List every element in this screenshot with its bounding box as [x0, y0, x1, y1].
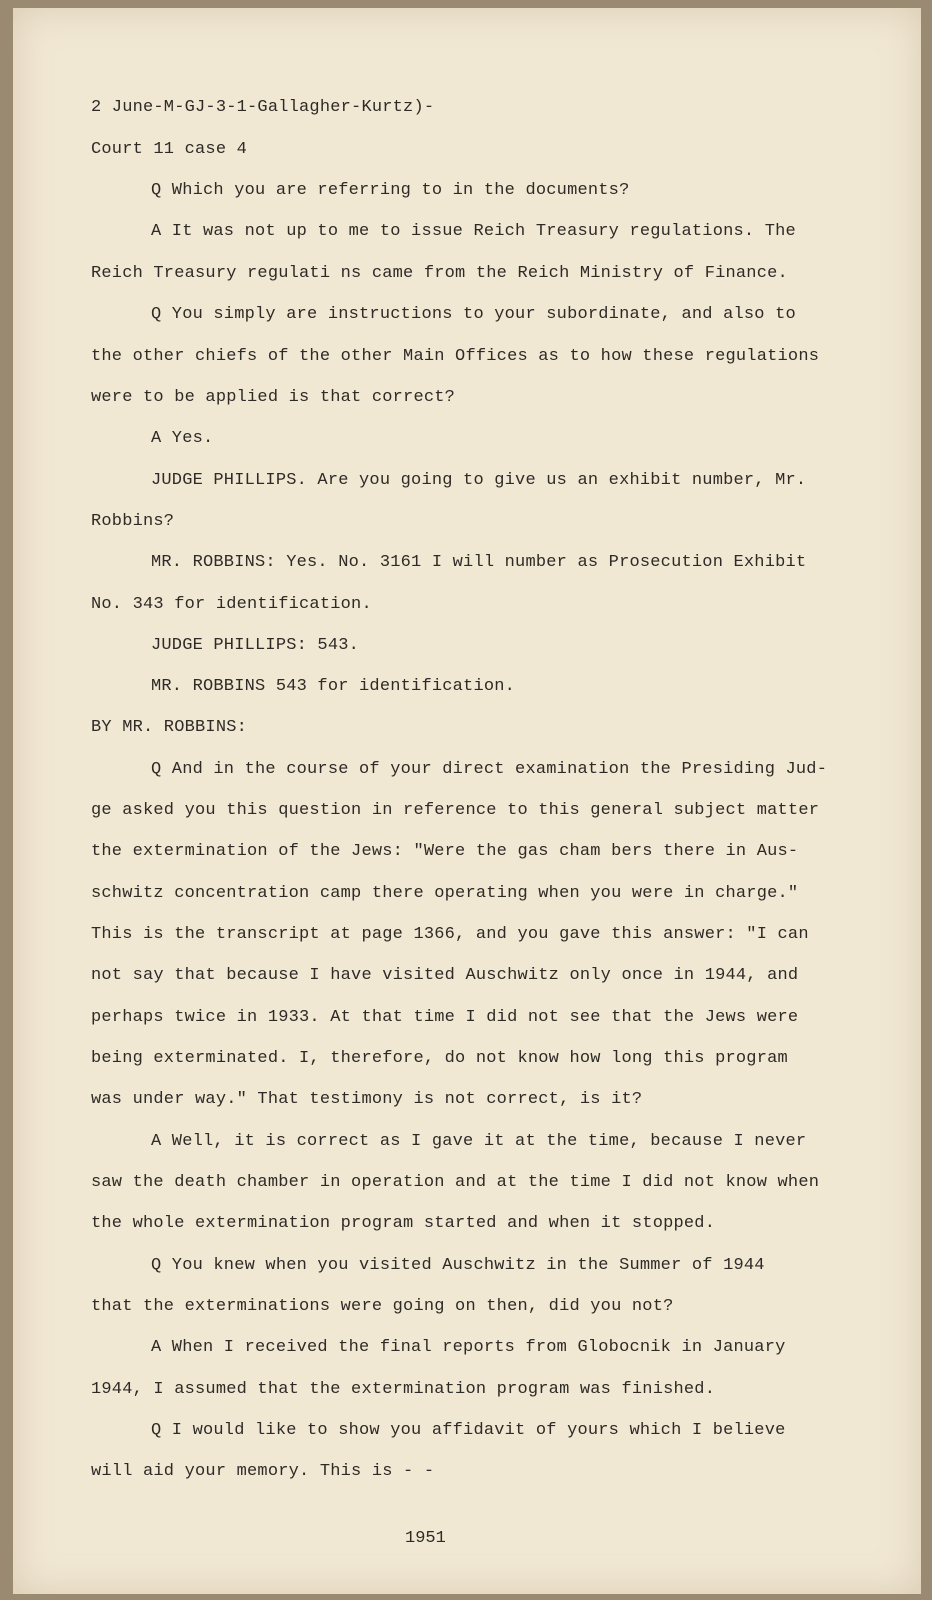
text-line: This is the transcript at page 1366, and you gave this answer: "I can	[91, 925, 809, 944]
text-line: 1944, I assumed that the extermination program was finished.	[91, 1380, 716, 1399]
text-line: A Yes.	[151, 429, 214, 448]
text-line: A Well, it is correct as I gave it at the time, because I never	[151, 1132, 807, 1151]
text-line: JUDGE PHILLIPS. Are you going to give us an exhibit number, Mr.	[151, 471, 807, 490]
text-line: A It was not up to me to issue Reich Treasury regulations. The	[151, 222, 796, 241]
text-line: MR. ROBBINS: Yes. No. 3161 I will number as Prosecution Exhibit	[151, 553, 807, 572]
text-line: Q Which you are referring to in the documents?	[151, 181, 630, 200]
text-line: being exterminated. I, therefore, do not know how long this program	[91, 1049, 788, 1068]
text-line: Robbins?	[91, 512, 175, 531]
text-line: A When I received the final reports from Globocnik in January	[151, 1338, 786, 1357]
header-line-1: 2 June-M-GJ-3-1-Gallagher-Kurtz)-	[91, 98, 435, 117]
page-number: 1951	[405, 1529, 446, 1548]
text-line: BY MR. ROBBINS:	[91, 718, 248, 737]
document-page	[13, 8, 921, 1594]
text-line: Q And in the course of your direct examination the Presiding Jud-	[151, 760, 828, 779]
text-line: ge asked you this question in reference to this general subject matter	[91, 801, 820, 820]
header-line-2: Court 11 case 4	[91, 140, 248, 159]
text-line: that the exterminations were going on then, did you not?	[91, 1297, 674, 1316]
text-line: schwitz concentration camp there operating when you were in charge."	[91, 884, 799, 903]
text-line: No. 343 for identification.	[91, 595, 372, 614]
text-line: Q I would like to show you affidavit of yours which I believe	[151, 1421, 786, 1440]
text-line: the extermination of the Jews: "Were the gas cham bers there in Aus-	[91, 842, 799, 861]
text-line: Reich Treasury regulati ns came from the Reich Ministry of Finance.	[91, 264, 788, 283]
text-line: Q You simply are instructions to your subordinate, and also to	[151, 305, 796, 324]
text-line: not say that because I have visited Auschwitz only once in 1944, and	[91, 966, 799, 985]
text-line: will aid your memory. This is - -	[91, 1462, 435, 1481]
text-line: MR. ROBBINS 543 for identification.	[151, 677, 516, 696]
text-line: the whole extermination program started and when it stopped.	[91, 1214, 716, 1233]
text-line: Q You knew when you visited Auschwitz in the Summer of 1944	[151, 1256, 765, 1275]
text-line: perhaps twice in 1933. At that time I did not see that the Jews were	[91, 1008, 799, 1027]
text-line: JUDGE PHILLIPS: 543.	[151, 636, 360, 655]
text-line: was under way." That testimony is not correct, is it?	[91, 1090, 643, 1109]
text-line: saw the death chamber in operation and at the time I did not know when	[91, 1173, 820, 1192]
text-line: were to be applied is that correct?	[91, 388, 456, 407]
text-line: the other chiefs of the other Main Offices as to how these regulations	[91, 347, 820, 366]
